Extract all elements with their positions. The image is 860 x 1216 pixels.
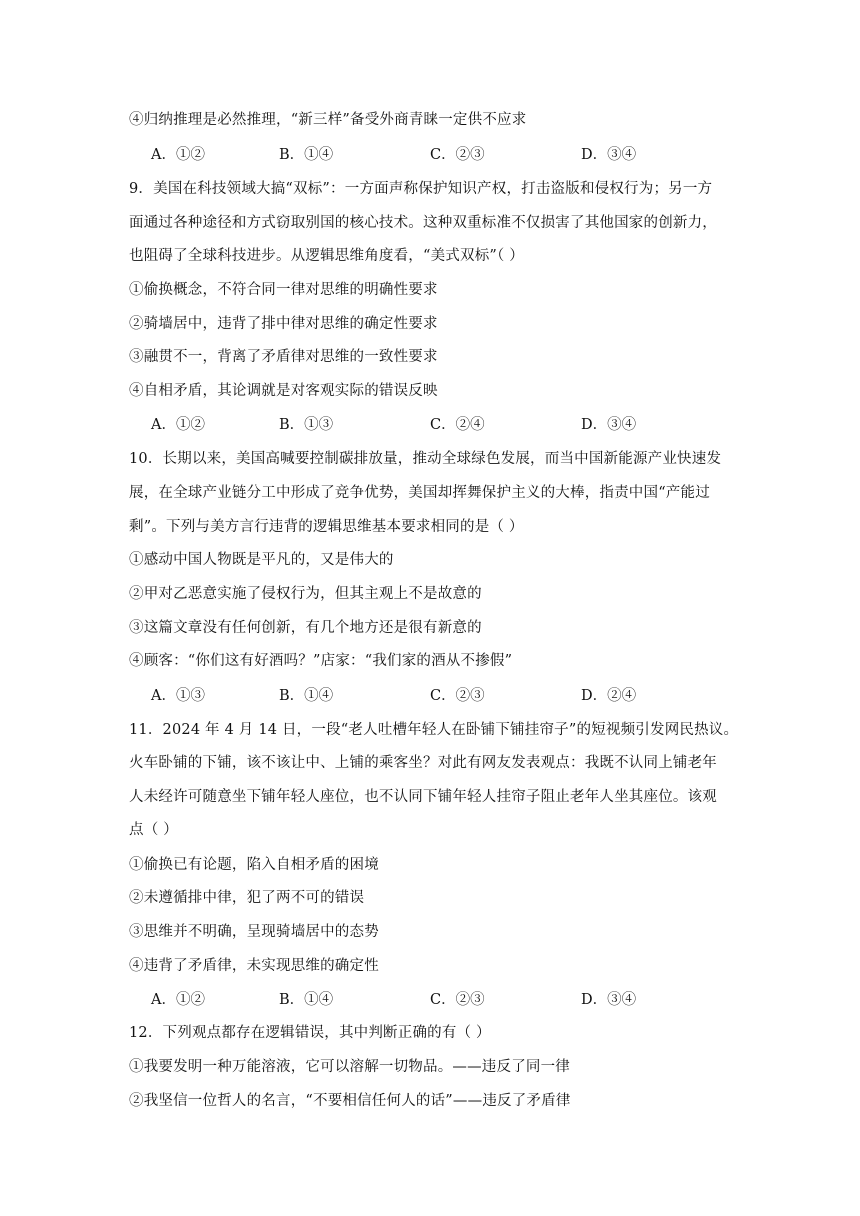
q10-option-1: ①感动中国人物既是平凡的，又是伟大的 — [129, 552, 394, 568]
q10-choice-a[interactable]: A．①③ — [151, 688, 205, 704]
q9-stem-line-3: 也阻碍了全球科技进步。从逻辑思维角度看，“美式双标”（ ） — [129, 248, 524, 264]
q10-stem-line-3: 剩”。下列与美方言行违背的逻辑思维基本要求相同的是（ ） — [129, 519, 524, 535]
q11-stem-line-1: 11．2024 年 4 月 14 日，一段“老人吐槽年轻人在卧铺下铺挂帘子”的短视频引发网民热议。 — [129, 722, 739, 738]
q9-option-1: ①偷换概念，不符合同一律对思维的明确性要求 — [129, 282, 438, 298]
q9-choice-b[interactable]: B．①③ — [279, 417, 334, 433]
q12-option-1: ①我要发明一种万能溶液，它可以溶解一切物品。——违反了同一律 — [129, 1059, 570, 1075]
q11-option-1: ①偷换已有论题，陷入自相矛盾的困境 — [129, 857, 379, 873]
q8-choice-a[interactable]: A．①② — [151, 147, 205, 163]
q10-option-2: ②甲对乙恶意实施了侵权行为，但其主观上不是故意的 — [129, 586, 482, 602]
q10-choice-d[interactable]: D．②④ — [581, 688, 637, 704]
q9-choice-d[interactable]: D．③④ — [581, 417, 637, 433]
q8-choice-c[interactable]: C．②③ — [430, 147, 485, 163]
q9-answer-choices — [0, 415, 860, 435]
q11-stem-line-3: 人未经许可随意坐下铺年轻人座位，也不认同下铺年轻人挂帘子阻止老年人坐其座位。该观 — [129, 789, 717, 805]
q11-stem-line-2: 火车卧铺的下铺，该不该让中、上铺的乘客坐？对此有网友发表观点：我既不认同上铺老年 — [129, 755, 717, 771]
q10-option-4: ④顾客：“你们这有好酒吗？”店家：“我们家的酒从不掺假” — [129, 653, 513, 669]
q11-choice-c[interactable]: C．②③ — [430, 992, 485, 1008]
q10-stem-line-2: 展，在全球产业链分工中形成了竞争优势，美国却挥舞保护主义的大棒，指责中国“产能过 — [129, 485, 710, 501]
q10-stem-line-1: 10．长期以来，美国高喊要控制碳排放量，推动全球绿色发展，而当中国新能源产业快速发 — [129, 451, 722, 467]
q9-stem-line-2: 面通过各种途径和方式窃取别国的核心技术。这种双重标准不仅损害了其他国家的创新力， — [129, 215, 717, 231]
q11-choice-d[interactable]: D．③④ — [581, 992, 637, 1008]
q11-answer-choices — [0, 990, 860, 1010]
q11-stem-line-4: 点（ ） — [129, 822, 178, 838]
q9-option-3: ③融贯不一，背离了矛盾律对思维的一致性要求 — [129, 349, 438, 365]
q11-choice-a[interactable]: A．①② — [151, 992, 205, 1008]
q9-option-4: ④自相矛盾，其论调就是对客观实际的错误反映 — [129, 383, 438, 399]
q10-choice-b[interactable]: B．①④ — [279, 688, 334, 704]
q9-stem-line-1: 9．美国在科技领域大搞“双标”：一方面声称保护知识产权，打击盗版和侵权行为；另一方 — [129, 181, 713, 197]
q8-option-4: ④归纳推理是必然推理，“新三样”备受外商青睐一定供不应求 — [129, 112, 527, 128]
q11-choice-b[interactable]: B．①④ — [279, 992, 334, 1008]
q8-choice-b[interactable]: B．①④ — [279, 147, 334, 163]
q10-answer-choices — [0, 686, 860, 706]
q11-option-2: ②未遵循排中律，犯了两不可的错误 — [129, 890, 365, 906]
q11-option-3: ③思维并不明确，呈现骑墙居中的态势 — [129, 924, 379, 940]
q9-choice-c[interactable]: C．②④ — [430, 417, 485, 433]
q10-option-3: ③这篇文章没有任何创新，有几个地方还是很有新意的 — [129, 620, 482, 636]
q12-stem-line-1: 12．下列观点都存在逻辑错误，其中判断正确的有（ ） — [129, 1025, 491, 1041]
q8-choice-d[interactable]: D．③④ — [581, 147, 637, 163]
q8-answer-choices — [0, 145, 860, 165]
q12-option-2: ②我坚信一位哲人的名言，“不要相信任何人的话”——违反了矛盾律 — [129, 1093, 571, 1109]
q9-choice-a[interactable]: A．①② — [151, 417, 205, 433]
q11-option-4: ④违背了矛盾律，未实现思维的确定性 — [129, 958, 379, 974]
q9-option-2: ②骑墙居中，违背了排中律对思维的确定性要求 — [129, 316, 438, 332]
q10-choice-c[interactable]: C．②③ — [430, 688, 485, 704]
